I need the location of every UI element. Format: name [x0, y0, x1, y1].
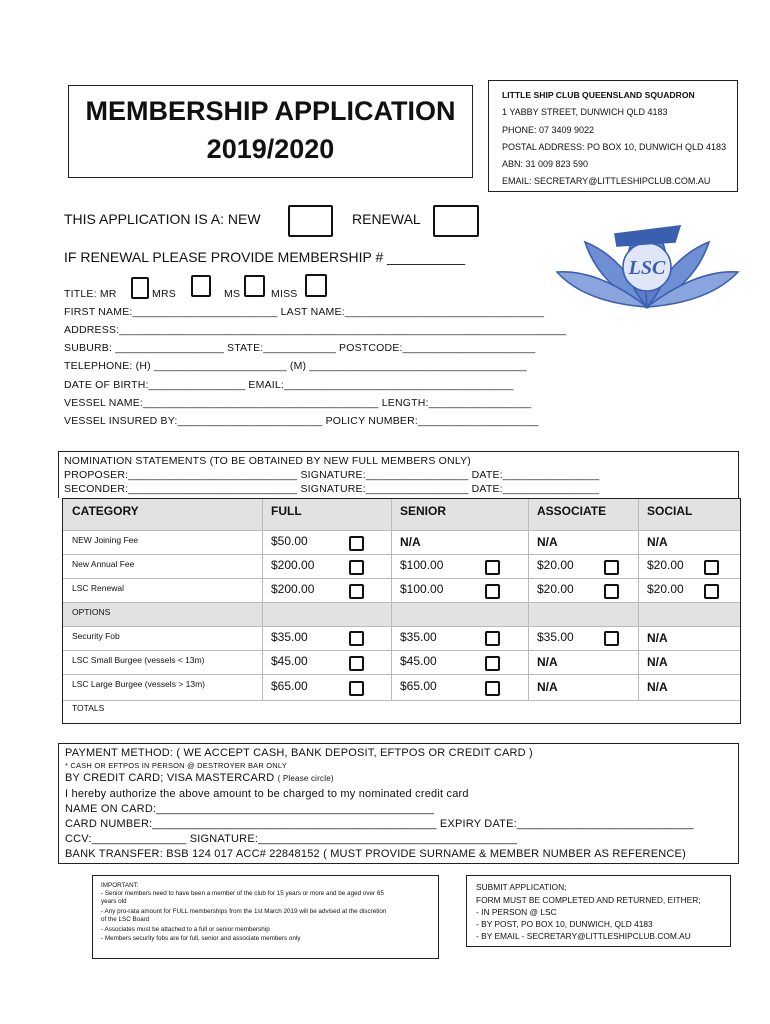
social-price: N/A [647, 631, 668, 645]
new-checkbox[interactable] [288, 205, 333, 237]
title-ms-label: MS [224, 288, 241, 300]
full-checkbox[interactable] [349, 656, 364, 671]
full-price: $200.00 [271, 582, 315, 596]
club-email: EMAIL: SECRETARY@LITTLESHIPCLUB.COM.AU [502, 176, 711, 186]
totals-row [63, 700, 740, 724]
name-on-card-field[interactable]: NAME ON CARD:____________________________________________ [65, 803, 435, 815]
full-price: $50.00 [271, 534, 308, 548]
vessel-length-fields[interactable]: VESSEL NAME:_______________________________________ LENGTH:_________________ [64, 397, 532, 409]
credit-card-line [65, 772, 334, 784]
senior-checkbox[interactable] [485, 656, 500, 671]
full-checkbox[interactable] [349, 560, 364, 575]
associate-price: $20.00 [537, 582, 574, 596]
senior-checkbox[interactable] [485, 584, 500, 599]
suburb-state-postcode-fields[interactable]: SUBURB: __________________ STATE:____________ POSTCODE:______________________ [64, 342, 536, 354]
associate-price: $20.00 [537, 558, 574, 572]
logo-text: LSC [628, 257, 666, 279]
associate-price: $35.00 [537, 630, 574, 644]
title-box [68, 85, 473, 178]
senior-price: $45.00 [400, 654, 437, 668]
full-checkbox[interactable] [349, 681, 364, 696]
important-line: years old [101, 898, 127, 905]
associate-checkbox[interactable] [604, 631, 619, 646]
senior-price: $65.00 [400, 679, 437, 693]
full-checkbox[interactable] [349, 631, 364, 646]
social-price: N/A [647, 535, 668, 549]
important-line: - Associates must be attached to a full or senior membership [101, 926, 270, 933]
row-label: NEW Joining Fee [72, 535, 139, 545]
important-line: - Any pro-rata amount for FULL memberships from the 1st March 2019 will be advised at the discretion [101, 908, 387, 915]
social-price: N/A [647, 655, 668, 669]
authorize-text: I hereby authorize the above amount to be charged to my nominated credit card [65, 788, 469, 800]
please-circle-note: ( Please circle) [277, 774, 334, 783]
senior-price: N/A [400, 535, 421, 549]
options-label: OPTIONS [72, 607, 111, 617]
title-mr-label: TITLE: MR [64, 288, 117, 300]
senior-price: $100.00 [400, 582, 444, 596]
row-label: LSC Large Burgee (vessels > 13m) [72, 679, 205, 689]
associate-price: N/A [537, 655, 558, 669]
associate-price: N/A [537, 680, 558, 694]
important-box [92, 875, 439, 959]
important-line: - Members security fobs are for full, senior and associate members only [101, 935, 301, 942]
full-price: $200.00 [271, 558, 315, 572]
mr-checkbox[interactable] [131, 277, 149, 299]
telephone-fields[interactable]: TELEPHONE: (H) ______________________ (M) ____________________________________ [64, 360, 527, 372]
social-price: N/A [647, 680, 668, 694]
senior-price: $35.00 [400, 630, 437, 644]
social-checkbox[interactable] [704, 584, 719, 599]
nomination-box [58, 451, 739, 498]
cash-note: * CASH OR EFTPOS IN PERSON @ DESTROYER BAR ONLY [65, 761, 287, 770]
payment-method: PAYMENT METHOD: ( WE ACCEPT CASH, BANK DEPOSIT, EFTPOS OR CREDIT CARD ) [65, 747, 533, 759]
submit-box [466, 875, 731, 947]
fees-table [62, 498, 741, 724]
full-checkbox[interactable] [349, 536, 364, 551]
name-fields[interactable]: FIRST NAME:________________________ LAST NAME:_________________________________ [64, 306, 545, 318]
submit-line: - IN PERSON @ LSC [476, 907, 557, 917]
miss-checkbox[interactable] [305, 274, 327, 297]
renewal-label: RENEWAL [352, 211, 421, 227]
new-label: NEW [227, 211, 261, 227]
submit-line[interactable]: - BY EMAIL - SECRETARY@LITTLESHIPCLUB.COM.AU [476, 931, 691, 941]
important-heading: IMPORTANT: [101, 882, 139, 889]
senior-checkbox[interactable] [485, 681, 500, 696]
associate-checkbox[interactable] [604, 560, 619, 575]
club-postal: POSTAL ADDRESS: PO BOX 10, DUNWICH QLD 4183 [502, 142, 727, 152]
club-abn: ABN: 31 009 823 590 [502, 159, 589, 169]
club-phone: PHONE: 07 3409 9022 [502, 125, 595, 135]
bank-transfer-details: BANK TRANSFER: BSB 124 017 ACC# 22848152 ( MUST PROVIDE SURNAME & MEMBER NUMBER AS REFERENCE) [65, 848, 686, 860]
full-checkbox[interactable] [349, 584, 364, 599]
associate-checkbox[interactable] [604, 584, 619, 599]
club-info-box [488, 80, 738, 192]
renewal-membership-prompt: IF RENEWAL PLEASE PROVIDE MEMBERSHIP # __________ [64, 249, 465, 265]
credit-card-label: BY CREDIT CARD; VISA MASTERCARD [65, 772, 275, 784]
header-associate: ASSOCIATE [537, 504, 607, 518]
full-price: $65.00 [271, 679, 308, 693]
application-type-label [64, 211, 261, 227]
submit-line: - BY POST, PO BOX 10, DUNWICH, QLD 4183 [476, 919, 653, 929]
club-street: 1 YABBY STREET, DUNWICH QLD 4183 [502, 107, 668, 117]
dob-email-fields[interactable]: DATE OF BIRTH:________________ EMAIL:______________________________________ [64, 379, 514, 391]
row-label: LSC Small Burgee (vessels < 13m) [72, 655, 205, 665]
submit-line: FORM MUST BE COMPLETED AND RETURNED, EITHER; [476, 895, 701, 905]
nomination-heading: NOMINATION STATEMENTS (TO BE OBTAINED BY NEW FULL MEMBERS ONLY) [64, 455, 471, 467]
card-number-expiry-fields[interactable]: CARD NUMBER:_____________________________________________ EXPIRY DATE:____________________________ [65, 818, 694, 830]
ccv-signature-fields[interactable]: CCV:_______________ SIGNATURE:_________________________________________ [65, 833, 518, 845]
ms-checkbox[interactable] [244, 275, 265, 297]
header-category: CATEGORY [72, 504, 139, 518]
insured-policy-fields[interactable]: VESSEL INSURED BY:________________________ POLICY NUMBER:____________________ [64, 415, 539, 427]
title-miss-label: MISS [271, 288, 298, 300]
form-title: MEMBERSHIP APPLICATION [85, 96, 456, 126]
lsc-lotus-logo-icon [555, 212, 740, 317]
senior-checkbox[interactable] [485, 631, 500, 646]
submit-line: SUBMIT APPLICATION; [476, 882, 567, 892]
payment-box [58, 743, 739, 864]
full-price: $45.00 [271, 654, 308, 668]
totals-label: TOTALS [72, 703, 105, 713]
senior-checkbox[interactable] [485, 560, 500, 575]
social-price: $20.00 [647, 582, 684, 596]
mrs-checkbox[interactable] [191, 275, 211, 297]
renewal-checkbox[interactable] [433, 205, 479, 237]
header-full: FULL [271, 504, 302, 518]
full-price: $35.00 [271, 630, 308, 644]
row-label: New Annual Fee [72, 559, 135, 569]
social-price: $20.00 [647, 558, 684, 572]
row-label: LSC Renewal [72, 583, 124, 593]
club-name: LITTLE SHIP CLUB QUEENSLAND SQUADRON [502, 90, 695, 100]
proposer-fields[interactable]: PROPOSER:____________________________ SIGNATURE:_________________ DATE:________________ [64, 469, 600, 481]
form-year: 2019/2020 [206, 134, 335, 164]
row-label: Security Fob [72, 631, 120, 641]
header-social: SOCIAL [647, 504, 693, 518]
title-mrs-label: MRS [152, 288, 176, 300]
seconder-fields[interactable]: SECONDER:____________________________ SIGNATURE:_________________ DATE:________________ [64, 483, 600, 495]
application-label-text: THIS APPLICATION IS A: [64, 211, 225, 227]
header-senior: SENIOR [400, 504, 447, 518]
important-line: - Senior members need to have been a member of the club for 15 years or more and be aged over 65 [101, 890, 384, 897]
important-line: of the LSC Board [101, 916, 150, 923]
senior-price: $100.00 [400, 558, 444, 572]
associate-price: N/A [537, 535, 558, 549]
social-checkbox[interactable] [704, 560, 719, 575]
address-field[interactable]: ADDRESS:__________________________________________________________________________ [64, 324, 567, 336]
